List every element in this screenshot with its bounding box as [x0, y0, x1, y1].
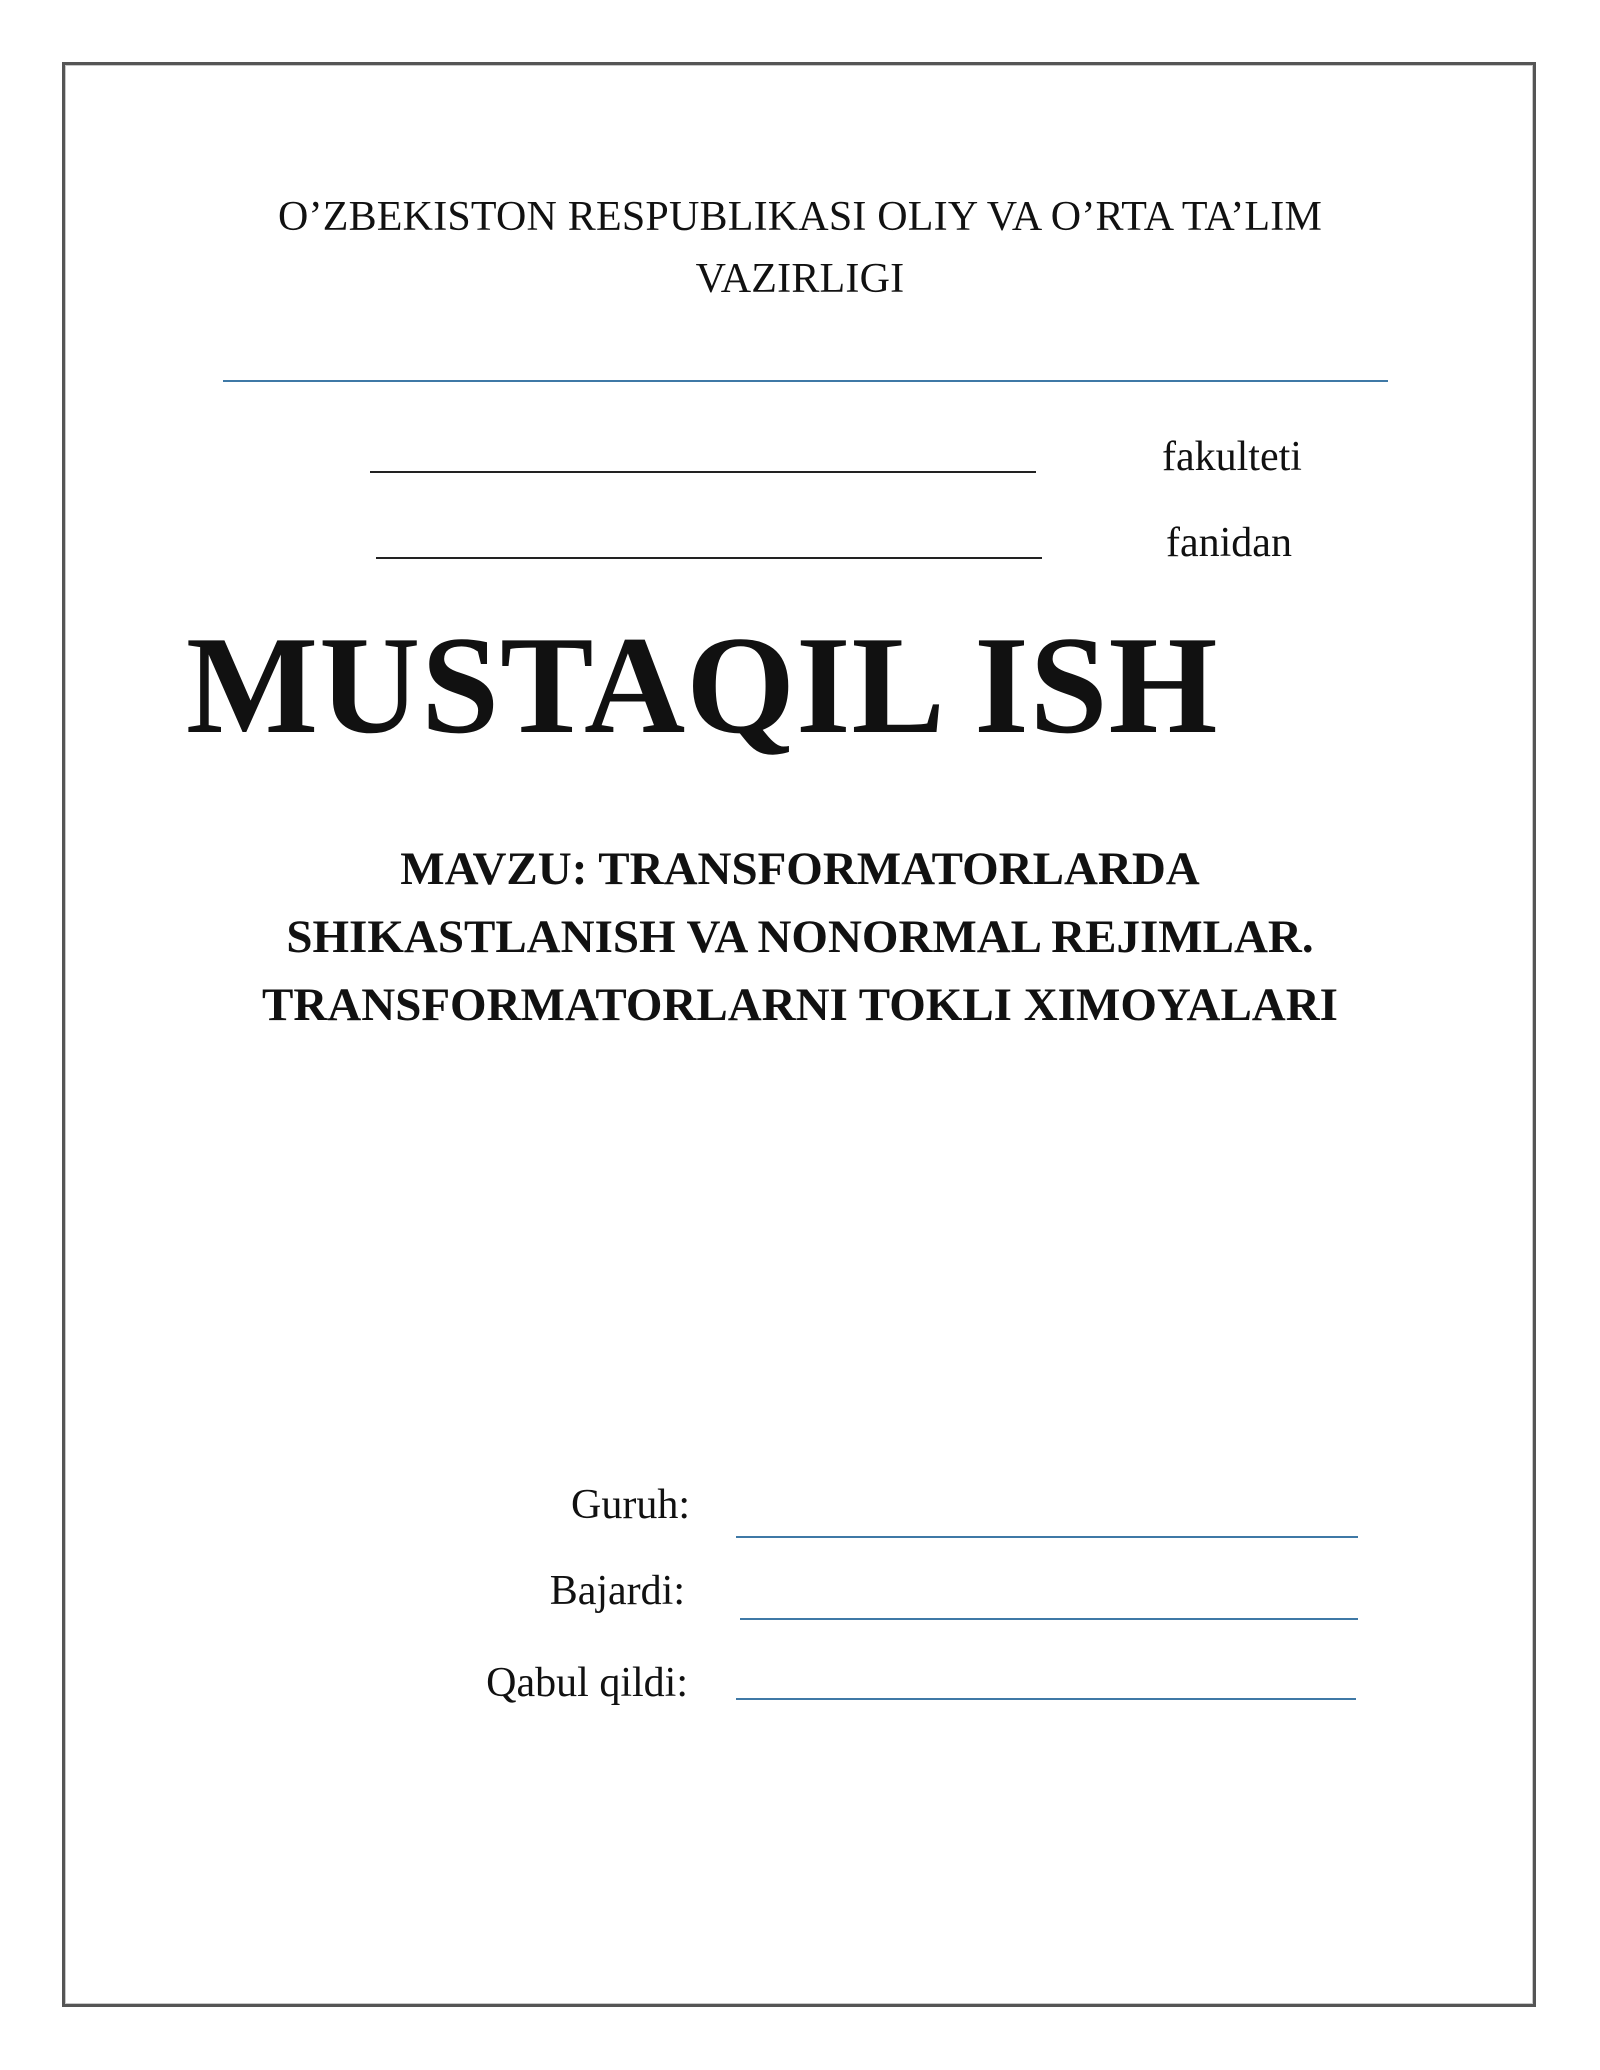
ministry-line-2: VAZIRLIGI: [695, 256, 905, 302]
subject-blank-line: [376, 557, 1042, 559]
topic-line-2: SHIKASTLANISH VA NONORMAL REJIMLAR.: [286, 911, 1314, 963]
done-by-blank-line: [740, 1618, 1358, 1620]
ministry-line-1: O’ZBEKISTON RESPUBLIKASI OLIY VA O’RTA TA’LIM: [278, 194, 1322, 240]
topic-line-1: MAVZU: TRANSFORMATORLARDA: [400, 843, 1200, 895]
faculty-label: fakulteti: [1162, 434, 1302, 480]
university-name-line: [223, 380, 1388, 382]
done-by-label: Bajardi:: [549, 1568, 685, 1614]
topic-line-3: TRANSFORMATORLARNI TOKLI XIMOYALARI: [262, 979, 1338, 1031]
accepted-by-blank-line: [736, 1698, 1356, 1700]
ministry-header: [190, 186, 1410, 310]
document-title: MUSTAQIL ISH: [186, 608, 1219, 763]
accepted-by-label: Qabul qildi:: [486, 1660, 688, 1706]
topic-heading: [150, 835, 1450, 1039]
group-blank-line: [736, 1536, 1358, 1538]
faculty-blank-line: [370, 471, 1036, 473]
subject-label: fanidan: [1166, 520, 1292, 566]
group-label: Guruh:: [571, 1482, 690, 1528]
